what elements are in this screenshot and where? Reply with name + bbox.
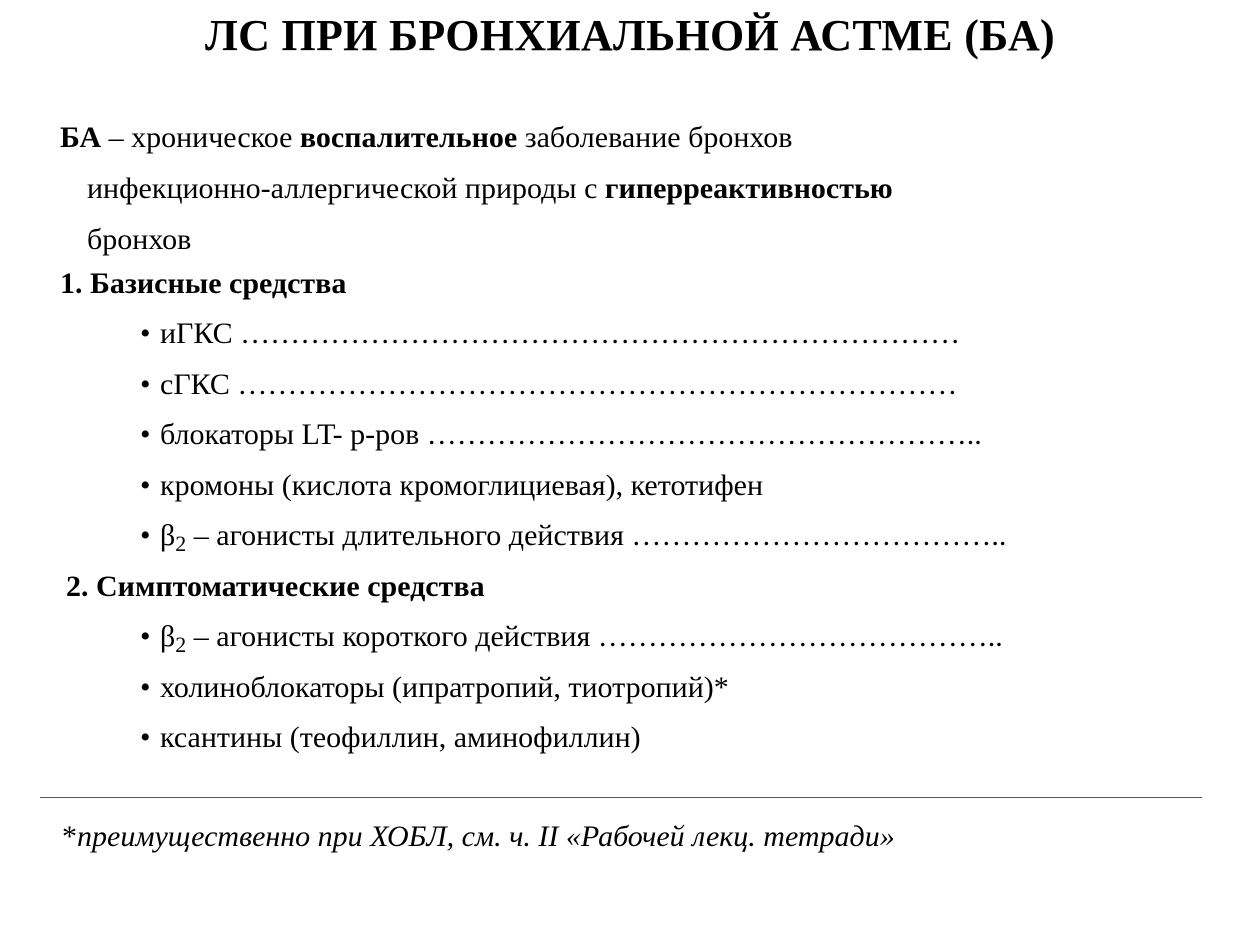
definition-emphasis-inflammatory: воспалительное — [299, 121, 518, 154]
footnote — [62, 815, 895, 859]
footnote-marker: * — [62, 820, 77, 853]
list-item-text: холиноблокаторы (ипратропий, тиотропий)* — [160, 670, 729, 704]
definition-line-1 — [60, 112, 1060, 163]
footnote-text: преимущественно при ХОБЛ, см. ч. II «Рабочей лекц. тетради» — [77, 820, 895, 853]
definition-text: инфекционно-аллергической природы с — [87, 172, 605, 205]
list-item — [140, 511, 1006, 562]
page-title: ЛС ПРИ БРОНХИАЛЬНОЙ АСТМЕ (БА) — [205, 11, 1055, 60]
definition-term: БА — [60, 121, 102, 154]
bullet-icon: • — [140, 317, 151, 350]
definition-text: заболевание бронхов — [517, 121, 793, 154]
beta-symbol: $\beta_2$ — [160, 620, 187, 657]
definition-paragraph — [60, 112, 1060, 265]
definition-emphasis-hyperreactivity: гиперреактивностью — [604, 172, 893, 205]
list-item — [140, 360, 1006, 411]
list-item-text: – агонисты длительного действия ……………………………….. — [186, 519, 1007, 552]
section-heading-symptomatic: 2. Симптоматические средства — [66, 570, 485, 603]
bullet-icon: • — [140, 418, 151, 451]
list-item — [140, 612, 1003, 663]
definition-text: – хроническое — [101, 121, 300, 154]
list-item-text: – агонисты короткого действия ………………………………….. — [186, 620, 1003, 653]
list-item-text: блокаторы LT- р-ров ……………………………………………….. — [160, 418, 982, 451]
definition-line-2 — [60, 163, 1060, 214]
list-item-text: ксантины (теофиллин, аминофиллин) — [160, 721, 641, 754]
bullet-icon: • — [140, 519, 151, 552]
section-heading-basic: 1. Базисные средства — [60, 267, 347, 300]
bullet-icon: • — [140, 468, 151, 502]
basic-drugs-list — [140, 309, 1006, 562]
list-item — [140, 410, 1006, 461]
list-item-text: иГКС ……………………………………………………………… — [160, 317, 961, 350]
list-item — [140, 309, 1006, 360]
list-item-text: сГКС ……………………………………………………………… — [160, 367, 958, 401]
beta-symbol: $\beta_2$ — [160, 519, 187, 556]
bullet-icon: • — [140, 721, 151, 754]
definition-line-3: бронхов — [87, 223, 192, 256]
bullet-icon: • — [140, 620, 151, 653]
list-item — [140, 663, 1003, 714]
bullet-icon: • — [140, 367, 151, 401]
symptomatic-drugs-list — [140, 612, 1003, 764]
bullet-icon: • — [140, 670, 151, 704]
footnote-divider — [40, 797, 1202, 798]
list-item — [140, 713, 1003, 764]
list-item-text: кромоны (кислота кромоглициевая), кетотифен — [160, 468, 764, 502]
list-item — [140, 461, 1006, 512]
